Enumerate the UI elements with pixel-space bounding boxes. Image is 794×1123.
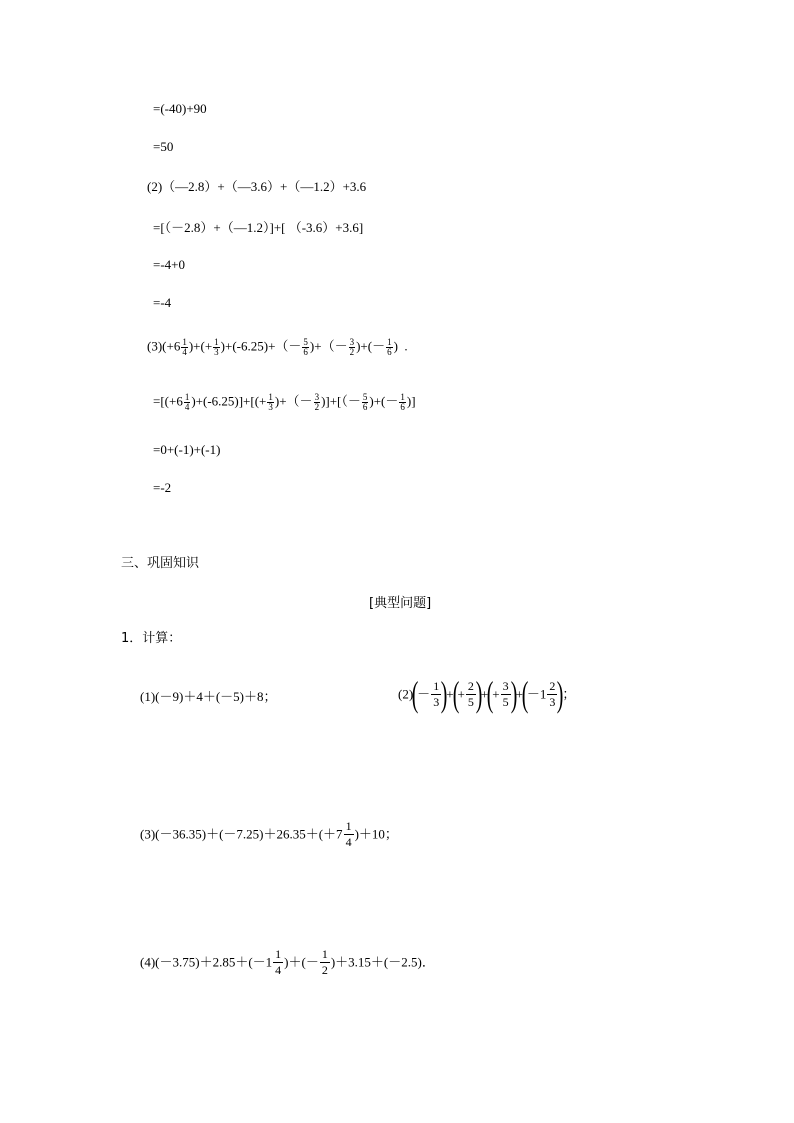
fraction: $\frac{1}{6}$	[387, 337, 392, 357]
fraction: $\frac{1}{6}$	[400, 392, 405, 412]
fraction: $\frac{1}{2}$	[321, 947, 328, 977]
solution-line: =-2	[153, 480, 172, 495]
exercise-4-text: (4)(－3.75)＋2.85＋(－1	[140, 954, 273, 970]
solution-line: =-4+0	[153, 257, 185, 272]
exercise-3-text: (3)(－36.35)＋(－7.25)＋26.35＋(＋7	[140, 826, 343, 842]
exercise-4	[140, 948, 435, 976]
problem-3-label: (3)	[147, 338, 163, 354]
exercise-3	[140, 820, 398, 848]
fraction: $\frac{1}{3}$	[268, 392, 273, 412]
fraction: $\frac{1}{4}$	[184, 392, 190, 412]
solution-line: =-4	[153, 295, 172, 310]
exercise-1: (1)(－9)＋4＋(－5)＋8；	[140, 689, 277, 704]
section-title: 三、巩固知识	[121, 556, 200, 571]
problem-line: (2)（—2.8）+（—3.6）+（—1.2）+3.6	[147, 179, 367, 194]
exercise-3-text-end: )＋10；	[354, 826, 398, 842]
fraction: $\frac{5}{6}$	[303, 337, 308, 357]
problem-3-step1: =[(+6 $\frac{1}{4}$ )+(-6.25)]+[(+ $\frac{1}{3}$ )+（－ $\frac{3}{2}$ )]+[（－ $\frac{5}{6}$ )+(－ $\frac{1}{6}$ )]	[153, 392, 416, 412]
exercise-4-text-end: )＋3.15＋(－2.5)．	[330, 954, 435, 970]
solution-line: =(-40)+90	[153, 101, 207, 116]
solution-line: =0+(-1)+(-1)	[153, 442, 221, 457]
fraction: $\frac{2}{5}$	[467, 678, 474, 709]
problem-3-line: (3)(+6 $\frac{1}{4}$ )+(+ $\frac{1}{3}$ )+(-6.25)+（－ $\frac{5}{6}$ )+（－ $\frac{3}{2}$ )+(－ $\frac{1}{6}$ ) .	[147, 337, 408, 357]
fraction: $\frac{3}{5}$	[502, 678, 509, 709]
exercise-2: (2)(－ $\frac{1}{3}$ )+(+ $\frac{2}{5}$ )+(+ $\frac{3}{5}$ )+(－1 $\frac{2}{3}$ )；	[398, 674, 576, 714]
solution-line: =50	[153, 139, 174, 154]
section-subtitle: [典型问题]	[369, 596, 432, 611]
fraction: $\frac{1}{3}$	[214, 337, 219, 357]
fraction: $\frac{1}{3}$	[433, 678, 440, 709]
exercise-4-text-mid: )＋(－	[284, 954, 319, 970]
fraction: $\frac{1}{4}$	[275, 947, 282, 977]
exercise-2-label: (2)	[398, 686, 414, 702]
fraction: $\frac{2}{3}$	[549, 678, 556, 709]
question-heading: 1．计算：	[121, 631, 182, 646]
exercise-2-end: ；	[562, 686, 576, 702]
solution-line: =[（－2.8）+（—1.2）]+[ （-3.6）+3.6]	[153, 220, 364, 235]
fraction: $\frac{3}{2}$	[314, 392, 320, 412]
fraction: $\frac{3}{2}$	[349, 337, 355, 357]
fraction: $\frac{1}{4}$	[345, 819, 352, 849]
fraction: $\frac{5}{6}$	[362, 392, 368, 412]
fraction: $\frac{1}{4}$	[182, 337, 187, 357]
